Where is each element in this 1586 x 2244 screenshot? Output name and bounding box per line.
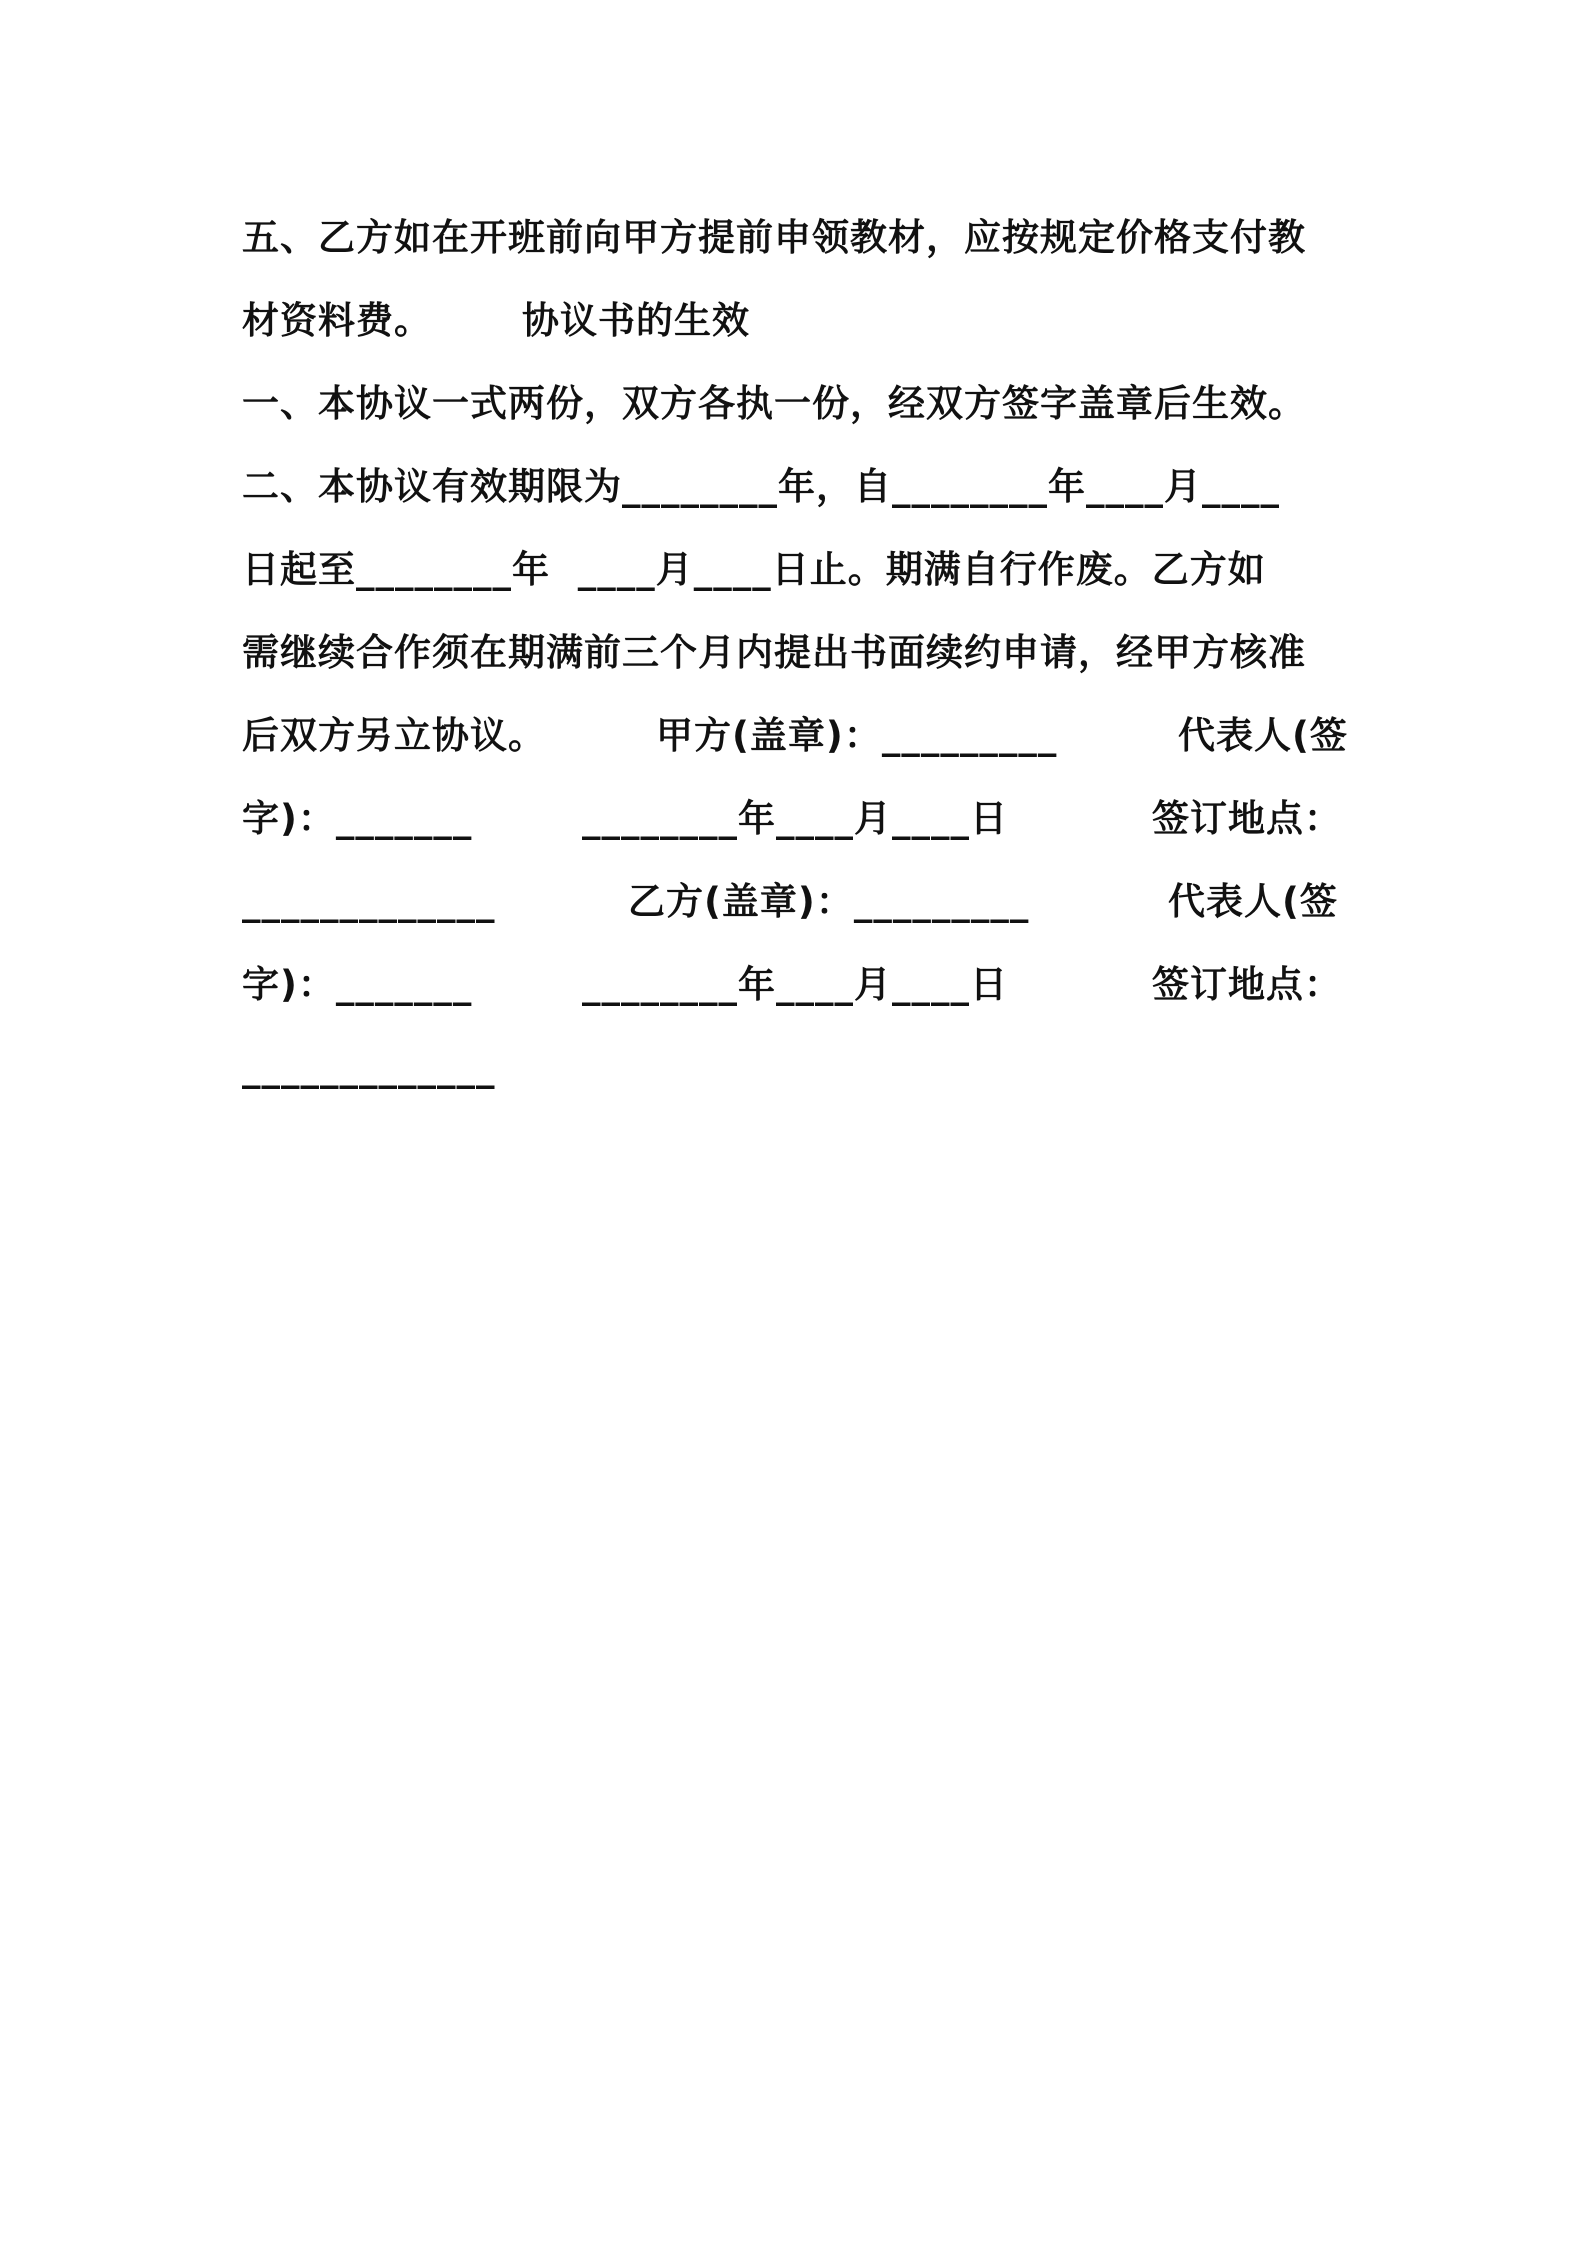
text-segment: 二、本协议有效期限为________年，自________年____月____ bbox=[242, 465, 1280, 508]
text-line bbox=[242, 279, 1354, 362]
text-segment: 五、乙方如在开班前向甲方提前申领教材，应按规定价格支付教 bbox=[242, 216, 1306, 259]
party-a-seal-field: 甲方(盖章)：_________ bbox=[656, 714, 1058, 757]
signing-place-label: 签订地点： bbox=[1152, 797, 1342, 840]
text-line bbox=[242, 860, 1354, 943]
signing-date-field: ________年____月____日 bbox=[582, 963, 1008, 1006]
signing-place-field: _____________ bbox=[242, 880, 496, 923]
signing-place-field: _____________ bbox=[242, 1046, 496, 1089]
representative-signature-field: 字)：_______ bbox=[242, 797, 473, 840]
text-segment: 材资料费。 bbox=[242, 299, 432, 342]
signing-date-field: ________年____月____日 bbox=[582, 797, 1008, 840]
text-segment: 日起至________年 ____月____日止。期满自行作废。乙方如 bbox=[242, 548, 1266, 591]
representative-signature-field: 字)：_______ bbox=[242, 963, 473, 1006]
document-body bbox=[242, 196, 1354, 1109]
text-line bbox=[242, 196, 1354, 279]
text-line bbox=[242, 611, 1354, 694]
text-line bbox=[242, 445, 1354, 528]
text-segment: 后双方另立协议。 bbox=[242, 714, 546, 757]
text-line bbox=[242, 694, 1354, 777]
representative-label: 代表人(签 bbox=[1168, 880, 1338, 923]
text-line bbox=[242, 528, 1354, 611]
text-line bbox=[242, 943, 1354, 1026]
representative-label: 代表人(签 bbox=[1178, 714, 1348, 757]
text-line bbox=[242, 777, 1354, 860]
party-b-seal-field: 乙方(盖章)：_________ bbox=[628, 880, 1030, 923]
text-line bbox=[242, 362, 1354, 445]
signing-place-label: 签订地点： bbox=[1152, 963, 1342, 1006]
section-heading: 协议书的生效 bbox=[522, 299, 750, 342]
text-segment: 一、本协议一式两份，双方各执一份，经双方签字盖章后生效。 bbox=[242, 382, 1306, 425]
text-line bbox=[242, 1026, 1354, 1109]
text-segment: 需继续合作须在期满前三个月内提出书面续约申请，经甲方核准 bbox=[242, 631, 1306, 674]
